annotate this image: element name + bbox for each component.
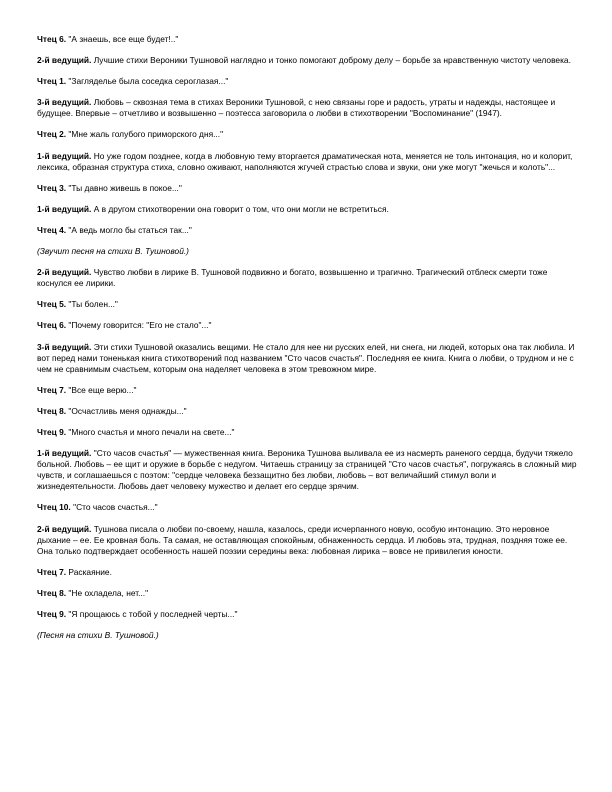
paragraph-text: Но уже годом позднее, когда в любовную тему вторгается драматическая нота, меняется не толь интонация, но и колорит, лексика, образная структура стиха, словно оживают, наполняются жгучей страстью слова и звуки, они уже могут "жечься и колоть"... [37, 150, 573, 172]
paragraph-text: "Сто часов счастья" — мужественная книга. Вероника Тушнова выливала ее из насмерть раненого сердца, будучи тяжело больной. Любовь – ее щит и оружие в борьбе с недугом. Читаешь страницу за страницей "Сто часов счастья", погружаясь в сложный мир чувств, и соглашаешься с поэтом: "сердце человека беззащитно без любви, любовь – вот величайший стимул воли и жизнедеятельности. Любовь дает человеку мужество и делает его сердце зрячим. [37, 448, 577, 492]
document-page [37, 34, 577, 651]
paragraph [37, 55, 577, 66]
paragraph-text: А в другом стихотворении она говорит о том, что они могли не встретиться. [91, 203, 389, 214]
paragraph [37, 385, 577, 396]
paragraph-text: Лучшие стихи Вероники Тушновой наглядно и тонко помогают доброму делу – борьбе за нравственную чистоту человека. [91, 55, 571, 66]
paragraph [37, 225, 577, 236]
paragraph [37, 97, 577, 119]
paragraph [37, 342, 577, 375]
paragraph-text: Чувство любви в лирике В. Тушновой подвижно и богато, возвышенно и трагично. Трагический отблеск смерти тоже коснулся ее лирики. [37, 267, 548, 289]
speaker-label: Чтец 10. [37, 502, 71, 513]
speaker-label: Чтец 9. [37, 426, 67, 437]
speaker-label: 3-й ведущий. [37, 341, 92, 352]
speaker-label: Чтец 8. [37, 587, 67, 598]
speaker-label: Чтец 5. [37, 299, 67, 310]
paragraph-text: "А ведь могло бы статься так..." [66, 224, 192, 235]
speaker-label: Чтец 7. [37, 384, 67, 395]
paragraph [37, 448, 577, 492]
paragraph [37, 151, 577, 173]
speaker-label: 2-й ведущий. [37, 55, 92, 66]
speaker-label: Чтец 8. [37, 405, 67, 416]
paragraph [37, 588, 577, 599]
paragraph [37, 299, 577, 310]
paragraph [37, 502, 577, 513]
paragraph [37, 76, 577, 87]
speaker-label: Чтец 2. [37, 129, 67, 140]
speaker-label: Чтец 1. [37, 76, 67, 87]
speaker-label: Чтец 4. [37, 224, 67, 235]
speaker-label: 2-й ведущий. [37, 267, 92, 278]
speaker-label: 1-й ведущий. [37, 150, 92, 161]
paragraph-text: "Загляделье была соседка сероглазая..." [66, 76, 229, 87]
stage-direction: (Песня на стихи В. Тушновой.) [37, 630, 159, 641]
paragraph-text: "Все еще верю..." [66, 384, 137, 395]
speaker-label: Чтец 6. [37, 34, 67, 44]
speaker-label: 2-й ведущий. [37, 523, 92, 534]
paragraph-text: "Я прощаюсь с тобой у последней черты..." [66, 609, 238, 619]
paragraph [37, 267, 577, 289]
paragraph [37, 183, 577, 194]
paragraph [37, 609, 577, 620]
paragraph-text: Любовь – сквозная тема в стихах Вероники Тушновой, с нею связаны горе и радость, утраты и надежды, настоящее и будущее. Впервые – отчетливо и возвышенно – поэтесса заговорила о любви в стихотворении "Воспоминание" (1947). [37, 97, 556, 119]
stage-direction: (Звучит песня на стихи В. Тушновой.) [37, 246, 189, 257]
paragraph-text: "Не охладела, нет..." [66, 587, 149, 598]
paragraph [37, 524, 577, 557]
paragraph-text: "Осчастливь меня однажды..." [66, 405, 187, 416]
paragraph-text: "Почему говорится: "Его не стало"..." [66, 320, 212, 331]
paragraph-text: Тушнова писала о любви по-своему, нашла, казалось, среди исчерпанного новую, особую интонацию. Это неровное дыхание – ее. Ее кровная боль. Та самая, не оставляющая спокойным, обнаженность сердца. И любовь эта, трудная, поздняя тоже ее. Она только подтверждает особенность нашей поэзии середины века: любовная лирика – вовсе не привилегия юности. [37, 523, 568, 556]
speaker-label: 1-й ведущий. [37, 203, 92, 214]
paragraph-text: Раскаяние. [66, 566, 112, 577]
paragraph-text: "Ты давно живешь в покое..." [66, 182, 182, 193]
paragraph-text: "А знаешь, все еще будет!.." [66, 34, 179, 44]
speaker-label: Чтец 6. [37, 320, 67, 331]
paragraph-text: "Много счастья и много печали на свете..." [66, 426, 235, 437]
speaker-label: 3-й ведущий. [37, 97, 92, 108]
paragraph-text: "Сто часов счастья..." [70, 502, 158, 513]
paragraph-text: Эти стихи Тушновой оказались вещими. Не стало для нее ни русских елей, ни снега, ни людей, которых она так любила. И вот перед нами тоненькая книга стихотворений под названием "Сто часов счастья". Последняя ее книга. Книга о любви, о трудном и не с чем не сравнимым счастьем, которым она наделяет человека в этом тревожном мире. [37, 341, 575, 374]
speaker-label: 1-й ведущий. [37, 448, 92, 459]
paragraph [37, 567, 577, 578]
paragraph [37, 427, 577, 438]
speaker-label: Чтец 3. [37, 182, 67, 193]
paragraph-text: "Ты болен..." [66, 299, 118, 310]
speaker-label: Чтец 7. [37, 566, 67, 577]
speaker-label: Чтец 9. [37, 609, 67, 619]
paragraph [37, 406, 577, 417]
paragraph [37, 129, 577, 140]
paragraph [37, 34, 577, 45]
paragraph [37, 320, 577, 331]
paragraph-text: "Мне жаль голубого приморского дня..." [66, 129, 224, 140]
paragraph [37, 204, 577, 215]
